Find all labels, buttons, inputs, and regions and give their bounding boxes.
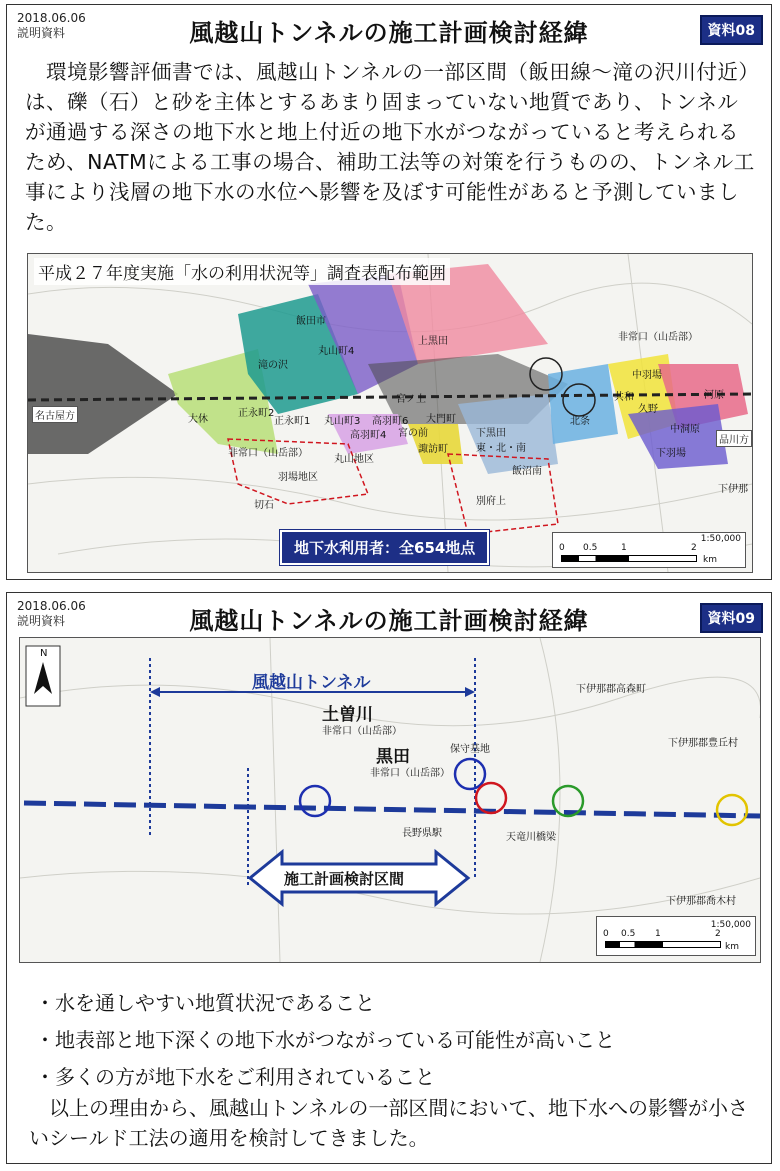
map-label-shimohaba: 下羽場: [656, 448, 686, 459]
route-line: [24, 803, 760, 816]
tsusogawa-sub-label: 非常口（山岳部）: [322, 726, 402, 737]
shaft-circle-red: [476, 783, 506, 813]
groundwater-users-box: 地下水利用者：全654地点: [280, 530, 489, 565]
map-label-maruyama3: 丸山町3: [324, 416, 361, 427]
map-label-maruyama4: 丸山町4: [318, 346, 355, 357]
map-label-shimokuroda: 下黒田 東・北・南: [476, 428, 526, 454]
page-title: 風越山トンネルの施工計画検討経緯: [189, 19, 589, 47]
header-doc-type-2: 説明資料: [17, 614, 66, 628]
map-label-kuno: 久野: [638, 404, 658, 415]
hoshu-label: 保守基地: [450, 744, 490, 755]
list-item: ・水を通しやすい地質状況であること: [35, 991, 375, 1015]
map-label-kamikuroda: 上黒田: [418, 336, 448, 347]
construction-section-map-graphic: [20, 638, 760, 962]
map-label-omon: 大門町: [426, 414, 456, 425]
map-area-kitajo: [548, 364, 618, 444]
toyooka-label: 下伊那郡豊丘村: [668, 738, 738, 749]
map-label-suwa: 諏訪町: [418, 444, 448, 455]
map-label-takahabacho4: 高羽町4: [350, 430, 387, 441]
survey-area-map: [27, 253, 753, 573]
list-item: ・地表部と地下深くの地下水がつながっている可能性が高いこと: [35, 1028, 615, 1052]
map-label-hijo-sangaku-2: 非常口（山岳部）: [228, 448, 308, 459]
conclusion-paragraph: 以上の理由から、風越山トンネルの一部区間において、地下水への影響が小さいシールド工法の適用を検討してきました。: [29, 1096, 748, 1150]
map-label-miyanoue: 宮ノ上: [396, 394, 426, 405]
list-item: ・多くの方が地下水をご利用されていること: [35, 1065, 435, 1089]
scale-unit: km: [703, 555, 717, 565]
document-panel-08: [6, 4, 772, 580]
header-doc-type: 説明資料: [17, 26, 66, 40]
header-date: 2018.06.06: [17, 11, 86, 25]
document-panel-09: [6, 592, 772, 1164]
map-label-kawara: 河原: [704, 390, 724, 401]
map-label-shinagawa: 品川方: [716, 430, 752, 447]
shaft-circle-tsusogawa: [300, 786, 330, 816]
map-label-kiriishi: 切石: [254, 500, 274, 511]
scale-bar-graphic: [561, 555, 697, 562]
tunnel-span-arrowhead-right: [465, 687, 475, 697]
scale-tick-2: 1: [621, 543, 627, 553]
map-label-masanaga2: 正永町2: [238, 408, 275, 419]
map-area-dark: [28, 334, 178, 454]
scale-tick-1: 0.5: [583, 543, 598, 553]
map2-scale-tick-1: 0.5: [621, 929, 636, 939]
map-label-masanaga1: 正永町1: [274, 416, 311, 427]
nagano-station-label: 長野県駅: [402, 828, 442, 839]
map-label-nakadohara: 中洞原: [670, 424, 700, 435]
page-title-2: 風越山トンネルの施工計画検討経緯: [189, 607, 589, 635]
header-date-2: 2018.06.06: [17, 599, 86, 613]
scale-ratio: 1:50,000: [700, 534, 741, 544]
map-label-kyowa: 共和: [614, 392, 634, 403]
map-label-maruyama-chiku: 丸山地区: [334, 454, 374, 465]
scale-tick-3: 2: [691, 543, 697, 553]
map-label-nagoya: 名古屋方: [32, 406, 78, 423]
map-label-befuchu: 別府上: [476, 496, 506, 507]
assessment-paragraph: 環境影響評価書では、風越山トンネルの一部区間（飯田線〜滝の沢川付近）は、礫（石）と砂を主体とするあまり固まっていない地質であり、トンネルが通過する深さの地下水と地上付近の地下水がつながっていると考えられるため、NATMによる工事の場合、補助工法等の対策を行うものの、トンネル工事により浅層の地下水の水位へ影響を及ぼす可能性があると予測していました。: [25, 60, 755, 234]
kuroda-sub-label: 非常口（山岳部）: [370, 768, 450, 779]
panel-header: [7, 5, 771, 49]
map2-scale-tick-2: 1: [655, 929, 661, 939]
map-label-iida: 飯田市: [296, 316, 326, 327]
map-label-takinosawa: 滝の沢: [258, 360, 288, 371]
map2-background-lines: [20, 638, 760, 962]
map2-scale-unit: km: [725, 942, 739, 952]
map2-scale-bar-graphic: [605, 941, 721, 948]
reason-list: [35, 985, 615, 1096]
map2-scale-tick-3: 2: [715, 929, 721, 939]
map-heading: 平成２７年度実施「水の利用状況等」調査表配布範囲: [34, 258, 450, 285]
tunnel-span-arrowhead-left: [150, 687, 160, 697]
map2-scale-tick-0: 0: [603, 929, 609, 939]
map-label-iinuma: 飯沼南: [512, 466, 542, 477]
panel-header-2: [7, 593, 771, 637]
shaft-circle-kuroda: [455, 759, 485, 789]
map-scale-bar: [552, 532, 746, 568]
map-label-shimoina: 下伊那: [718, 484, 748, 495]
shaft-circle-yellow: [717, 795, 747, 825]
takamori-label: 下伊那郡高森町: [576, 684, 646, 695]
map-label-ohyasumi: 大休: [188, 414, 208, 425]
tenryu-bridge-label: 天竜川橋梁: [506, 832, 556, 843]
section-label: 施工計画検討区間: [284, 870, 405, 888]
tsusogawa-label: 土曽川: [322, 705, 373, 725]
scale-tick-0: 0: [559, 543, 565, 553]
document-badge-2: 資料09: [700, 603, 763, 633]
map2-scale-bar: [596, 916, 756, 956]
map-label-takahabacho6: 高羽町6: [372, 416, 409, 427]
map-label-haba-chiku: 羽場地区: [278, 472, 318, 483]
map-label-kitajo: 北条: [570, 416, 590, 427]
construction-section-map: [19, 637, 761, 963]
map2-scale-ratio: 1:50,000: [710, 920, 751, 930]
map-label-nakahaba: 中羽場: [632, 370, 662, 381]
north-label: N: [40, 648, 48, 659]
kuroda-label: 黒田: [376, 747, 410, 767]
tunnel-label: 風越山トンネル: [252, 673, 371, 693]
map-label-hijo-sangaku: 非常口（山岳部）: [618, 332, 698, 343]
takagi-label: 下伊那郡喬木村: [666, 896, 736, 907]
document-badge: 資料08: [700, 15, 763, 45]
map-label-miyanomae: 宮の前: [398, 428, 428, 439]
